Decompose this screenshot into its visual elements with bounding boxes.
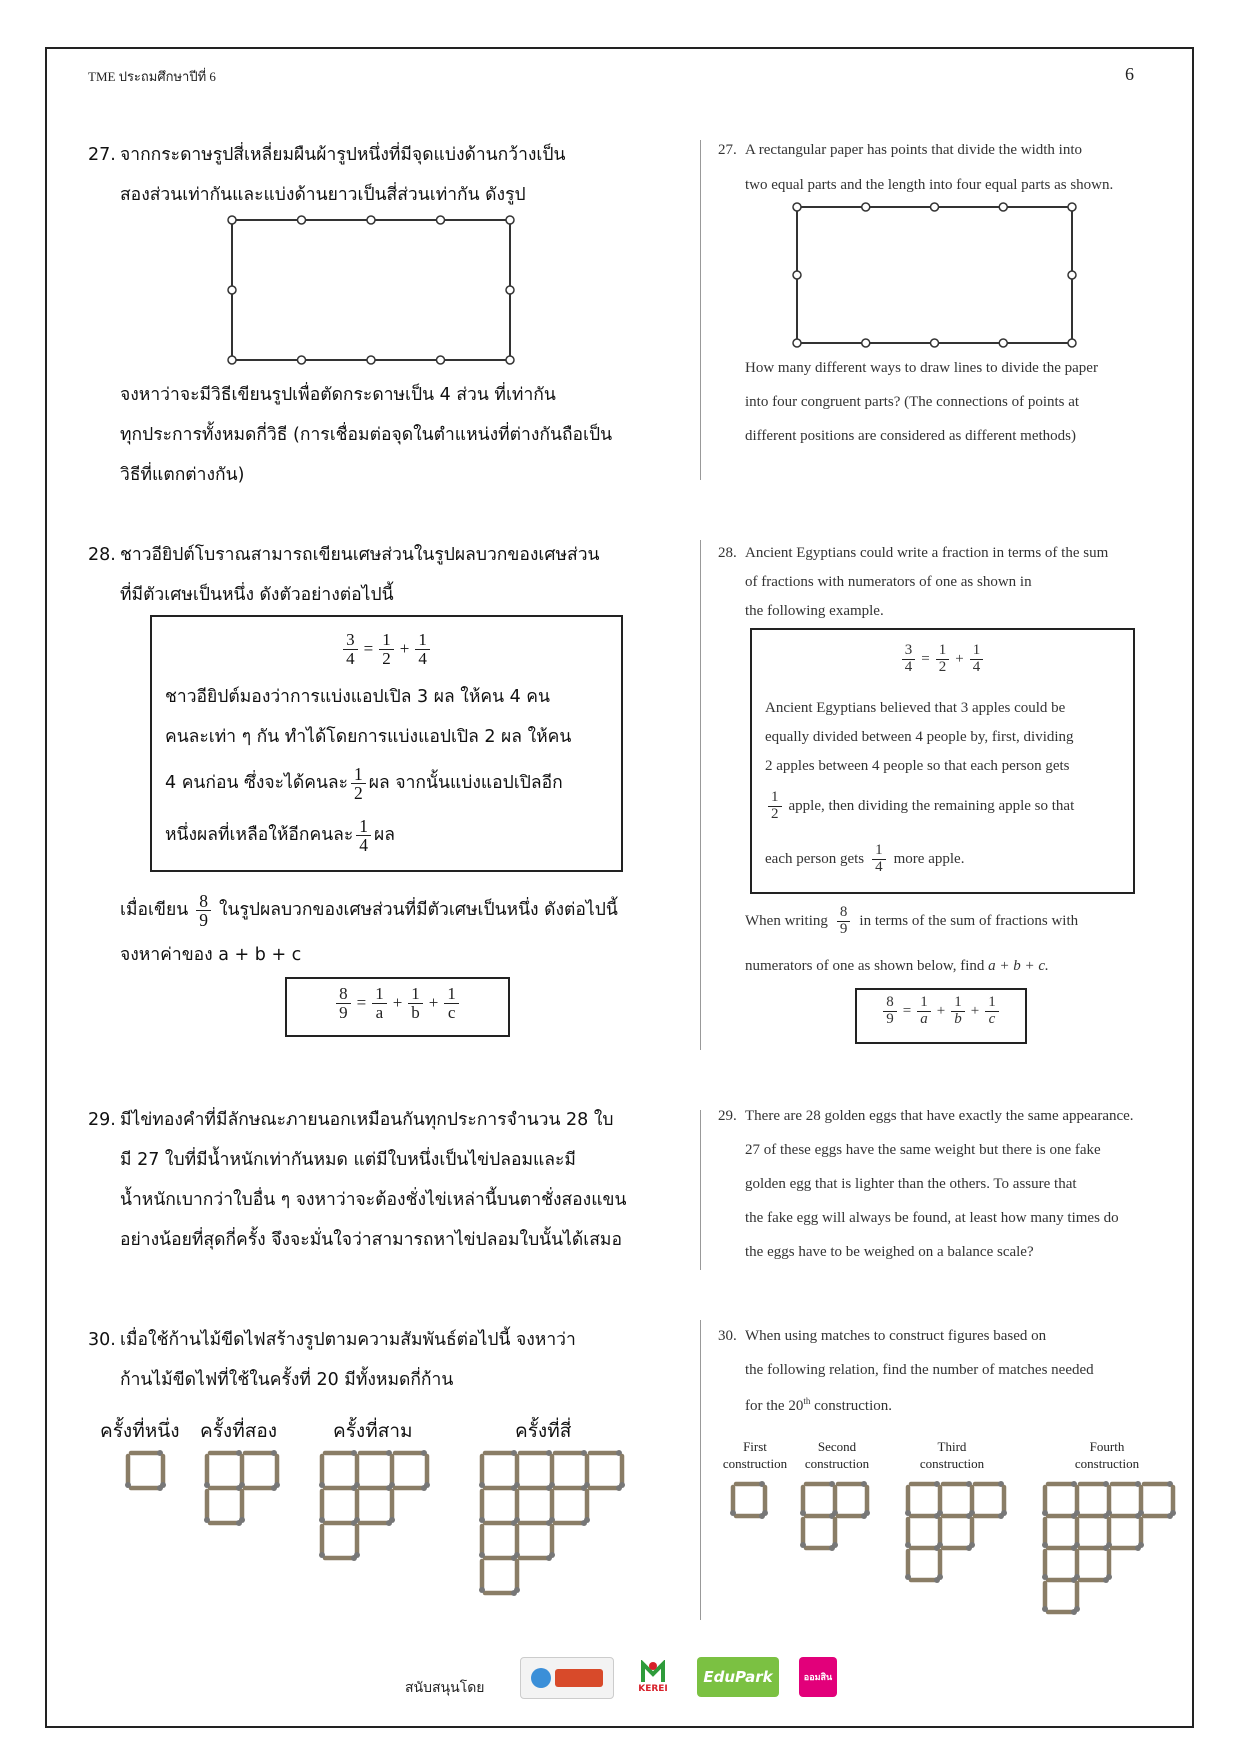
q30-th-caption-3: ครั้งที่สาม (333, 1420, 413, 1442)
q28-en-number: 28. (718, 545, 737, 561)
q27-en-question-3: different positions are considered as different methods) (745, 428, 1077, 444)
q27-th-line-2: สองส่วนเท่ากันและแบ่งด้านยาวเป็นสี่ส่วนเท่ากัน ดังรูป (120, 185, 526, 205)
q28-th-line-1: ชาวอียิปต์โบราณสามารถเขียนเศษส่วนในรูปผลบวกของเศษส่วน (120, 545, 600, 565)
matchstick-head (1042, 1510, 1048, 1516)
matchstick-head (1074, 1606, 1080, 1612)
q28-en-box-line-3: 2 apples between 4 people so that each person gets (765, 758, 1070, 774)
matchstick-head (1138, 1542, 1144, 1548)
q30-th-caption-2: ครั้งที่สอง (200, 1420, 278, 1442)
q29-th-line-1: มีไข่ทองคำที่มีลักษณะภายนอกเหมือนกันทุกประการจำนวน 28 ใบ (120, 1110, 614, 1130)
matchstick-head (864, 1510, 870, 1516)
matchstick-head (937, 1574, 943, 1580)
q27-th-question-1: จงหาว่าจะมีวิธีเขียนรูปเพื่อตัดกระดาษเป็น 4 ส่วน ที่เท่ากัน (120, 385, 556, 405)
q30-en-number: 30. (718, 1328, 737, 1344)
matchstick-head (1042, 1574, 1048, 1580)
q28-th-question-2: จงหาค่าของ a + b + c (120, 945, 302, 965)
q28-en-box-line-4: $\frac{1}{2}$ apple, then dividing the remaining apple so that (765, 790, 1074, 823)
q29-en-line-3: golden egg that is lighter than the others. To assure that (745, 1176, 1077, 1192)
q28-th-line-2: ที่มีตัวเศษเป็นหนึ่ง ดังตัวอย่างต่อไปนี้ (120, 585, 394, 605)
matchstick-head (800, 1510, 806, 1516)
matchstick-head (1001, 1510, 1007, 1516)
q27-en-question-1: How many different ways to draw lines to divide the paper (745, 360, 1098, 376)
sponsor-label: สนับสนุนโดย (405, 1680, 485, 1696)
q30-en-caption-2: Second construction (804, 1439, 870, 1471)
match-figure-4 (1042, 1481, 1176, 1615)
q30-en-line-3: for the 20th construction. (745, 1396, 892, 1414)
q27-th-question-2: ทุกประการทั้งหมดกี่วิธี (การเชื่อมต่อจุดในตำแหน่งที่ต่างกันถือเป็น (120, 425, 613, 445)
header-title: TME ประถมศึกษาปีที่ 6 (88, 69, 216, 84)
matchstick-head (1042, 1606, 1048, 1612)
q29-th-line-4: อย่างน้อยที่สุดกี่ครั้ง จึงจะมั่นใจว่าสามารถหาไข่ปลอมใบนั้นได้เสมอ (120, 1230, 622, 1250)
q29-th-line-3: น้ำหนักเบากว่าใบอื่น ๆ จงหาว่าจะต้องชั่งไข่เหล่านี้บนตาชั่งสองแขน (120, 1190, 627, 1210)
matchstick-head (969, 1542, 975, 1548)
q29-th-number: 29. (88, 1110, 116, 1130)
q30-en-caption-3: Third construction (919, 1439, 985, 1471)
q30-th-line-2: ก้านไม้ขีดไฟที่ใช้ในครั้งที่ 20 มีทั้งหมดกี่ก้าน (120, 1370, 454, 1390)
q28-en-box-line-2: equally divided between 4 people by, first, dividing (765, 729, 1074, 745)
q28-en-box-line-5: each person gets $\frac{1}{4}$ more apple. (765, 842, 965, 875)
q28-th-box-line-1: ชาวอียิปต์มองว่าการแบ่งแอปเปิล 3 ผล ให้คน 4 คน (165, 687, 550, 707)
q27-en-number: 27. (718, 142, 737, 158)
q30-en-line-2: the following relation, find the number of matches needed (745, 1362, 1094, 1378)
matchstick-head (905, 1574, 911, 1580)
page-number: 6 (1125, 64, 1134, 84)
matchstick-head (1106, 1574, 1112, 1580)
matchstick-head (905, 1542, 911, 1548)
matchstick-head (1042, 1542, 1048, 1548)
matchstick-head (762, 1510, 768, 1516)
q30-th-caption-1: ครั้งที่หนึ่ง (100, 1420, 180, 1442)
q29-en-number: 29. (718, 1108, 737, 1124)
matchstick-head (730, 1510, 736, 1516)
q28-en-example-equation: $\frac{3}{4}$ = $\frac{1}{2}$ + $\frac{1}{4}$ (752, 643, 1133, 676)
sponsor-logo-gsb: ออมสิน (799, 1657, 837, 1697)
sponsor-logo-1 (520, 1657, 614, 1699)
q28-en-question-1: When writing $\frac{8}{9}$ in terms of the sum of fractions with (745, 904, 1079, 937)
q28-th-box-line-2: คนละเท่า ๆ กัน ทำได้โดยการแบ่งแอปเปิล 2 ผล ให้คน (165, 727, 572, 747)
q30-en-line-1: When using matches to construct figures based on (745, 1328, 1047, 1344)
q28-en-line-3: the following example. (745, 603, 884, 619)
q28-th-box-line-3: 4 คนก่อน ซึ่งจะได้คนละ $\frac{1}{2}$ ผล จากนั้นแบ่งแอปเปิลอีก (165, 764, 563, 804)
sponsor-logo-edupark: EduPark (697, 1657, 779, 1697)
q28-th-example-equation: $\frac{3}{4}$ = $\frac{1}{2}$ + $\frac{1}{4}$ (152, 631, 621, 668)
q29-en-line-2: 27 of these eggs have the same weight but there is one fake (745, 1142, 1101, 1158)
q27-th-number: 27. (88, 145, 116, 165)
q29-en-line-5: the eggs have to be weighed on a balance scale? (745, 1244, 1034, 1260)
q29-en-line-1: There are 28 golden eggs that have exactly the same appearance. (745, 1108, 1134, 1124)
matchstick-head (1170, 1510, 1176, 1516)
match-figure-2 (800, 1481, 870, 1551)
q29-th-line-2: มี 27 ใบที่มีน้ำหนักเท่ากันหมด แต่มีใบหนึ่งเป็นไข่ปลอมและมี (120, 1150, 576, 1170)
q28-en-line-2: of fractions with numerators of one as shown in (745, 574, 1032, 590)
q30-en-caption-1: First construction (722, 1439, 788, 1471)
match-figure-3 (905, 1481, 1007, 1583)
q27-th-line-1: จากกระดาษรูปสี่เหลี่ยมผืนผ้ารูปหนึ่งที่มีจุดแบ่งด้านกว้างเป็น (120, 145, 566, 165)
q30-th-number: 30. (88, 1330, 116, 1350)
q28-th-number: 28. (88, 545, 116, 565)
matchstick-head (905, 1510, 911, 1516)
q27-en-question-2: into four congruent parts? (The connections of points at (745, 394, 1080, 410)
q28-en-box-line-1: Ancient Egyptians believed that 3 apples could be (765, 700, 1066, 716)
sponsor-logo-kerei: KEREI (630, 1657, 676, 1697)
q28-th-answer-equation: $\frac{8}{9}$ = $\frac{1}{a}$ + $\frac{1}{b}$ + $\frac{1}{c}$ (287, 985, 508, 1022)
q30-th-caption-4: ครั้งที่สี่ (515, 1420, 572, 1442)
q30-th-line-1: เมื่อใช้ก้านไม้ขีดไฟสร้างรูปตามความสัมพันธ์ต่อไปนี้ จงหาว่า (120, 1330, 576, 1350)
q27-en-line-2: two equal parts and the length into four equal parts as shown. (745, 177, 1114, 193)
q29-en-line-4: the fake egg will always be found, at least how many times do (745, 1210, 1119, 1226)
matchstick-head (800, 1542, 806, 1548)
q28-en-question-2: numerators of one as shown below, find a + b + c. (745, 958, 1049, 974)
q28-th-box-line-4: หนึ่งผลที่เหลือให้อีกคนละ $\frac{1}{4}$ ผล (165, 816, 396, 856)
q28-en-answer-equation: $\frac{8}{9}$ = $\frac{1}{a}$ + $\frac{1}{b}$ + $\frac{1}{c}$ (857, 995, 1025, 1028)
q28-th-question-1: เมื่อเขียน $\frac{8}{9}$ ในรูปผลบวกของเศษส่วนที่มีตัวเศษเป็นหนึ่ง ดังต่อไปนี้ (120, 891, 618, 931)
q30-en-caption-4: Fourth construction (1074, 1439, 1140, 1471)
q27-en-line-1: A rectangular paper has points that divide the width into (745, 142, 1083, 158)
q27-th-question-3: วิธีที่แตกต่างกัน) (120, 465, 245, 485)
match-figure-1 (730, 1481, 768, 1519)
matchstick-head (832, 1542, 838, 1548)
q28-en-line-1: Ancient Egyptians could write a fraction in terms of the sum (745, 545, 1109, 561)
